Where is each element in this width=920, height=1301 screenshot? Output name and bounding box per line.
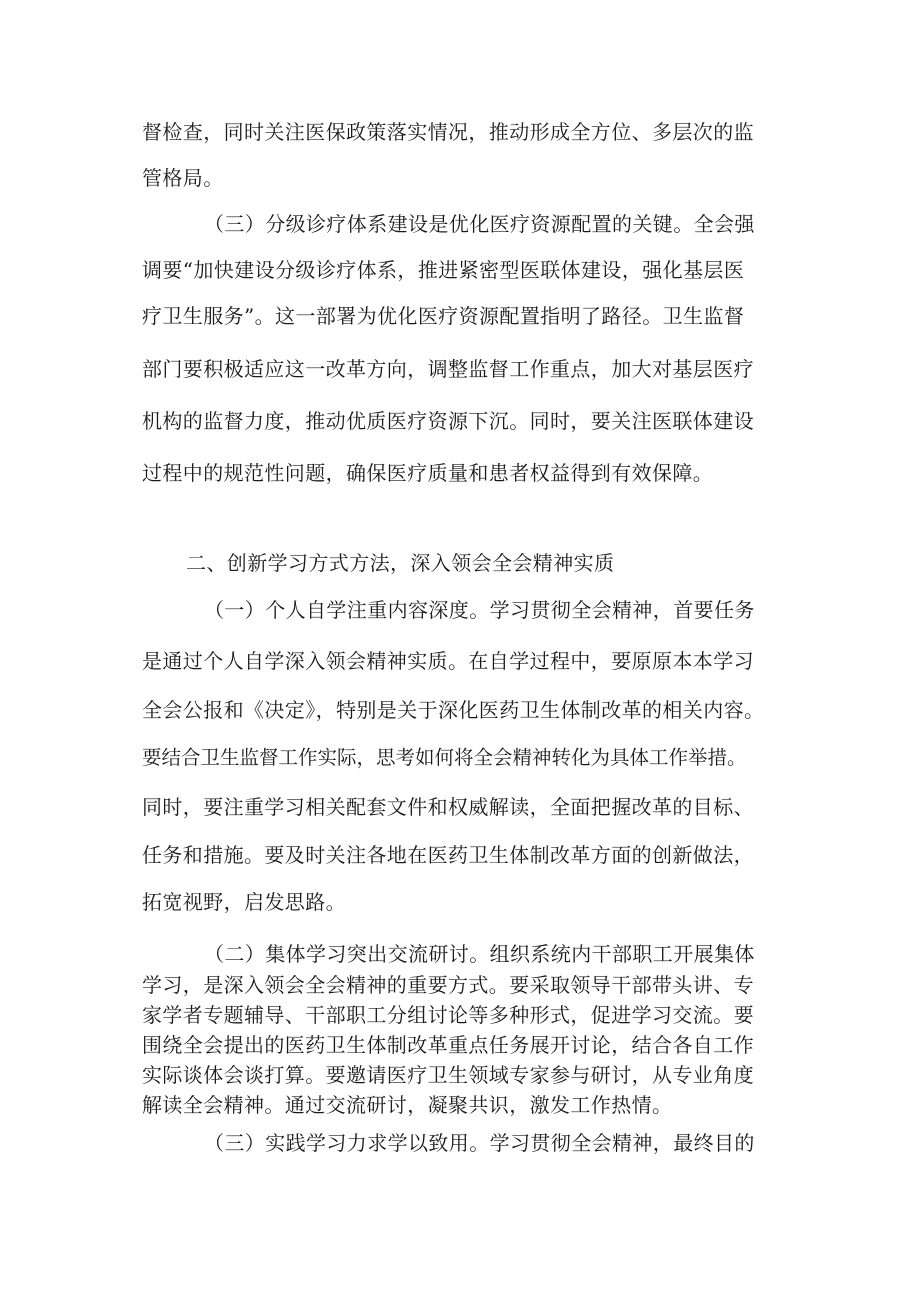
text-line: 解读全会精神。通过交流研讨，凝聚共识，激发工作热情。 xyxy=(142,1093,673,1117)
text-line: 是通过个人自学深入领会精神实质。在自学过程中，要原原本本学习 xyxy=(142,649,754,673)
text-line: （三）分级诊疗体系建设是优化医疗资源配置的关键。全会强 xyxy=(204,212,755,236)
text-line: （一）个人自学注重内容深度。学习贯彻全会精神，首要任务 xyxy=(204,598,755,622)
section-heading: 二、创新学习方式方法，深入领会全会精神实质 xyxy=(186,551,615,575)
text-line: 过程中的规范性问题，确保医疗质量和患者权益得到有效保障。 xyxy=(142,461,714,485)
text-line: 拓宽视野，启发思路。 xyxy=(142,890,346,914)
text-line: 家学者专题辅导、干部职工分组讨论等多种形式，促进学习交流。要 xyxy=(142,1003,754,1027)
text-line: 机构的监督力度，推动优质医疗资源下沉。同时，要关注医联体建设 xyxy=(142,409,754,433)
text-line: 疗卫生服务”。这一部署为优化医疗资源配置指明了路径。卫生监督 xyxy=(142,304,745,328)
text-line: 要结合卫生监督工作实际，思考如何将全会精神转化为具体工作举措。 xyxy=(142,746,747,769)
text-line: 全会公报和《决定》，特别是关于深化医药卫生体制改革的相关内容。 xyxy=(142,698,765,722)
text-line: 管格局。 xyxy=(142,166,224,190)
text-line: 围绕全会提出的医药卫生体制改革重点任务展开讨论，结合各自工作 xyxy=(142,1033,754,1057)
text-line: 同时，要注重学习相关配套文件和权威解读，全面把握改革的目标、 xyxy=(142,795,754,819)
text-line: 调要“加快建设分级诊疗体系，推进紧密型医联体建设，强化基层医 xyxy=(142,258,745,282)
text-line: 学习，是深入领会全会精神的重要方式。要采取领导干部带头讲、专 xyxy=(142,973,754,997)
text-line: 实际谈体会谈打算。要邀请医疗卫生领域专家参与研讨，从专业角度 xyxy=(142,1063,754,1087)
text-line: （二）集体学习突出交流研讨。组织系统内干部职工开展集体 xyxy=(204,942,755,966)
text-line: 任务和措施。要及时关注各地在医药卫生体制改革方面的创新做法， xyxy=(142,843,754,867)
text-line: 部门要积极适应这一改革方向，调整监督工作重点，加大对基层医疗 xyxy=(142,357,754,381)
text-line: （三）实践学习力求学以致用。学习贯彻全会精神，最终目的 xyxy=(204,1131,755,1155)
text-line: 督检查，同时关注医保政策落实情况，推动形成全方位、多层次的监 xyxy=(142,120,754,144)
